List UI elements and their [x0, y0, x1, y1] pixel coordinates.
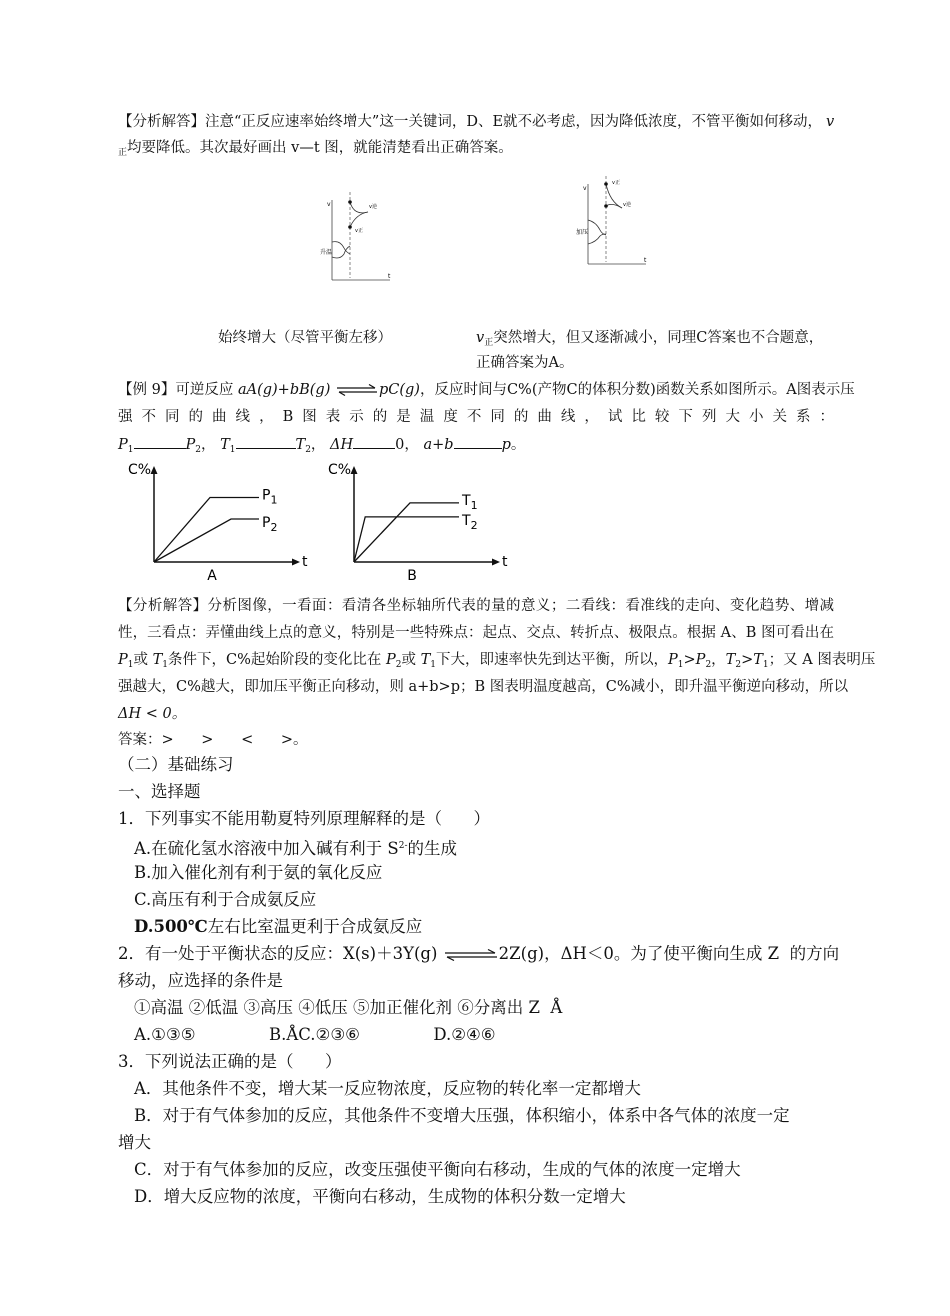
analysis1-v: v [826, 114, 835, 130]
example9-line2: 强不同的曲线，B图表示的是温度不同的曲线，试比较下列大小关系： [118, 409, 834, 425]
analysis2-line2: 性，三看点：弄懂曲线上点的意义，特别是一些特殊点：起点、交点、转折点、极限点。根据 A、B 图可看出在 [118, 625, 834, 641]
vt-graph-pressure-side-label: 加压 [576, 229, 589, 236]
q2-conditions: ①高温 ②低温 ③高压 ④低压 ⑤加正催化剂 ⑥分离出 Z Å [134, 998, 563, 1017]
analysis2-line5: ΔH < 0。 [118, 706, 187, 722]
blank-2[interactable] [236, 434, 296, 449]
q3-stem: 3．下列说法正确的是（ ） [118, 1052, 342, 1071]
chart-b-xlabel: t [502, 554, 508, 570]
chart-b-y-arrow [351, 466, 358, 474]
vt-graph-heating [318, 182, 393, 282]
vt-graph-heating-curve-c [350, 202, 368, 213]
example9-line1: 【例 9】可逆反应 aA(g)+bB(g) pC(g)，反应时间与C%(产物C的体积分数)函数关系如图所示。A图表示压 [118, 382, 855, 398]
vt-graph-pressure-point-lower [604, 204, 608, 208]
analysis2-line1: 【分析解答】分析图像，一看面：看清各坐标轴所代表的量的意义；二看线：看准线的走向、变化趋势、增减 [118, 598, 834, 614]
q1-option-d[interactable]: D.500℃左右比室温更利于合成氨反应 [134, 917, 423, 936]
vt-graph-heating-upper-label: v逆 [369, 204, 377, 210]
caption-right: $v_正$突然增大，但又逐渐减小，同理C答案也不合题意， [476, 330, 824, 348]
analysis1-line1: 【分析解答】注意“正反应速率始终增大”这一关键词，D、E就不必考虑，因为降低浓度，不管平衡如何移动， [118, 114, 823, 130]
chart-a-x-arrow [292, 559, 300, 566]
vt-graph-pressure-lower-label: v逆 [623, 202, 631, 208]
chart-a-label-p1: $P_1$ [262, 487, 278, 507]
chart-b-x-arrow [492, 559, 500, 566]
analysis2-line3: $P_1$或 $T_1$条件下，C%起始阶段的变化比在 $P_2$或 $T_1$下大，即速率快先到达平衡，所以，$P_1>P_2$，$T_2>T_1$；又 A 图表明压 [118, 652, 876, 670]
blank-3[interactable] [353, 434, 395, 449]
example9-line3: $P_1$ $P_2$， $T_1$ $T_2$， ΔH 0， a+b p。 [118, 434, 525, 460]
chart-b-series-t2 [354, 517, 459, 562]
analysis2-line4: 强越大，C%越大，即加压平衡正向移动，则 a+b>p；B 图表明温度越高，C%减小，即升温平衡逆向移动，所以 [118, 679, 849, 695]
q2-stem-2: 移动，应选择的条件是 [118, 971, 283, 990]
analysis1-line2: $_正$均要降低。其次最好画出 v—t 图，就能清楚看出正确答案。 [118, 140, 513, 158]
q3-option-c[interactable]: C．对于有气体参加的反应，改变压强使平衡向右移动，生成的气体的浓度一定增大 [134, 1160, 741, 1179]
chart-a [118, 462, 308, 586]
vt-graph-pressure-upper-label: v正 [612, 180, 620, 186]
q3-option-b-cont: 增大 [118, 1133, 151, 1152]
chart-b-label-t2: $T_2$ [462, 512, 478, 532]
chart-b-series-t1 [354, 503, 459, 562]
q1-stem: 1．下列事实不能用勒夏特列原理解释的是（ ） [118, 809, 490, 828]
vt-graph-heating-point-upper [348, 200, 352, 204]
q1-option-b[interactable]: B.加入催化剂有利于氨的氧化反应 [134, 863, 383, 882]
vt-graph-pressure [574, 172, 649, 272]
chart-b-ylabel: C% [328, 462, 352, 478]
chart-a-series-p1 [154, 498, 259, 563]
vt-graph-heating-point-lower [348, 225, 352, 229]
vt-graph-pressure-curve-b [588, 234, 606, 244]
chart-a-series-p2 [154, 519, 259, 562]
vt-graph-pressure-curve-a [588, 220, 606, 235]
section-basic: （二）基础练习 [118, 755, 234, 774]
equilibrium-arrow-icon [443, 949, 499, 961]
vt-graph-heating-t-label: t [388, 273, 391, 280]
chart-a-y-arrow [151, 466, 158, 474]
q3-option-d[interactable]: D．增大反应物的浓度，平衡向右移动，生成物的体积分数一定增大 [134, 1187, 626, 1206]
q1-option-c[interactable]: C.高压有利于合成氨反应 [134, 890, 317, 909]
vt-graph-heating-lower-label: v正 [355, 228, 363, 234]
blank-4[interactable] [454, 434, 502, 449]
chart-b-label-t1: $T_1$ [462, 492, 478, 512]
q2-options[interactable]: A.①③⑤ B.ÅC.②③⑥ D.②④⑥ [134, 1025, 496, 1044]
chart-b-caption: B [407, 568, 417, 584]
vt-graph-pressure-point-upper [604, 182, 608, 186]
q3-option-a[interactable]: A．其他条件不变，增大某一反应物浓度，反应物的转化率一定都增大 [134, 1079, 641, 1098]
q3-option-b[interactable]: B．对于有气体参加的反应，其他条件不变增大压强，体积缩小，体系中各气体的浓度一定 [134, 1106, 790, 1125]
vt-graph-pressure-v-label: v [583, 185, 587, 192]
vt-graph-pressure-t-label: t [644, 257, 647, 264]
blank-1[interactable] [134, 434, 186, 449]
chart-a-label-p2: $P_2$ [262, 515, 278, 534]
answer: 答案：> > < >。 [118, 732, 308, 748]
chart-a-xlabel: t [302, 554, 308, 570]
q2-stem: 2．有一处于平衡状态的反应：X(s)＋3Y(g) 2Z(g)，ΔH＜0。为了使平衡向生成 Z 的方向 [118, 944, 840, 963]
section-choice: 一、选择题 [118, 782, 201, 801]
caption-left: 始终增大（尽管平衡左移） [218, 330, 392, 346]
vt-graph-heating-curve-d [350, 212, 368, 227]
equilibrium-arrow-icon [335, 384, 379, 396]
vt-graph-heating-v-label: v [327, 201, 331, 208]
chart-b [318, 462, 508, 586]
vt-graph-heating-side-label: 升温 [320, 249, 333, 256]
caption-right-line2: 正确答案为A。 [476, 355, 574, 371]
chart-a-ylabel: C% [128, 462, 152, 478]
q1-option-a[interactable]: A.在硫化氢水溶液中加入碱有利于 $S^{2-}$的生成 [134, 839, 457, 858]
chart-a-caption: A [207, 568, 217, 584]
